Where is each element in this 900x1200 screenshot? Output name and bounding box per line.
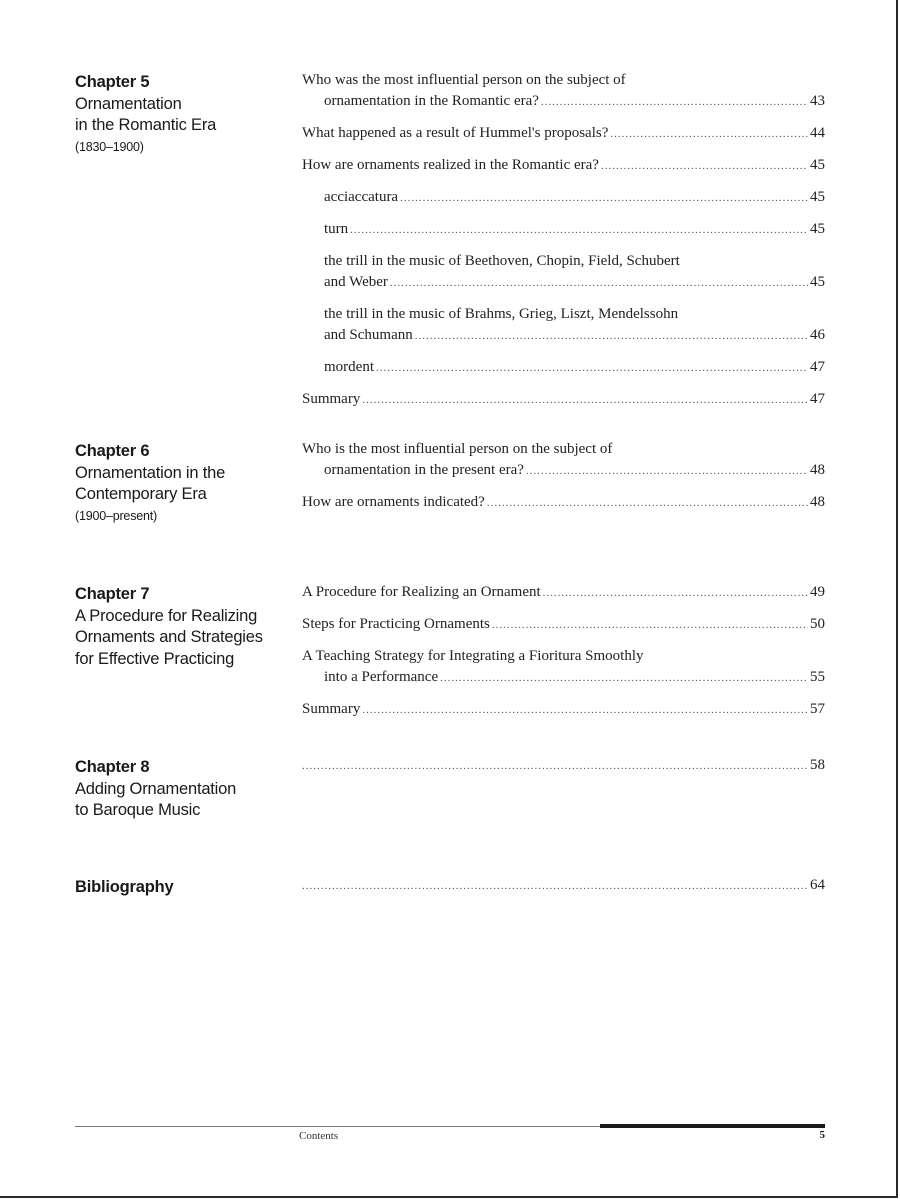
toc-entry[interactable] [302, 251, 825, 294]
dot-leader [541, 92, 808, 113]
toc-entry-text: the trill in the music of Brahms, Grieg, Liszt, Mendelssohn [324, 306, 679, 322]
toc-entry-list [302, 582, 825, 721]
dot-leader [400, 188, 808, 209]
toc-entry[interactable] [302, 123, 825, 145]
footer-rule-accent [600, 1124, 825, 1128]
page-number: 48 [810, 462, 825, 478]
toc-entry-text: How are ornaments indicated? [302, 494, 485, 510]
page-number: 50 [810, 616, 825, 632]
toc-entry-row [302, 155, 825, 177]
toc-entry-text: mordent [324, 359, 374, 375]
page-number: 55 [810, 669, 825, 685]
toc-entry-row [302, 389, 825, 411]
dot-leader [350, 220, 808, 241]
chapter-label: Chapter 6 [75, 442, 150, 460]
toc-entry-row [302, 460, 825, 482]
toc-entry-text: Steps for Practicing Ornaments [302, 616, 490, 632]
dot-leader [376, 358, 808, 379]
toc-entry-row [324, 187, 825, 209]
chapter-heading [75, 72, 290, 157]
toc-entry[interactable] [302, 357, 825, 379]
page-number: 47 [810, 391, 825, 407]
chapter-heading [75, 757, 290, 822]
toc-entry-list [302, 70, 825, 411]
chapter-label: Bibliography [75, 878, 174, 896]
toc-entry[interactable] [302, 219, 825, 241]
chapter-heading [75, 877, 290, 899]
dot-leader [362, 700, 808, 721]
chapter-title-line: Adding Ornamentation [75, 779, 237, 798]
dot-leader [492, 615, 808, 636]
dot-leader [487, 493, 808, 514]
page-number: 49 [810, 584, 825, 600]
toc-entry[interactable] [302, 304, 825, 347]
toc-entry-text: the trill in the music of Beethoven, Chopin, Field, Schubert [324, 253, 680, 269]
chapter-title-line: Contemporary Era [75, 485, 207, 503]
page-number: 47 [810, 359, 825, 375]
toc-entry-row [302, 492, 825, 514]
toc-entry-row [324, 357, 825, 379]
dot-leader [302, 876, 808, 897]
dot-leader [526, 461, 808, 482]
toc-entry-row [302, 667, 825, 689]
page-number: 44 [810, 125, 825, 141]
page-number: 45 [810, 221, 825, 237]
toc-entry[interactable] [302, 755, 825, 777]
chapter-label: Chapter 5 [75, 73, 150, 91]
chapter-label: Chapter 8 [75, 758, 150, 776]
toc-entry-row [302, 699, 825, 721]
toc-entry-row [302, 582, 825, 604]
chapter-title-line: in the Romantic Era [75, 116, 217, 134]
toc-entry-text: acciaccatura [324, 189, 399, 205]
toc-entry-text: Who is the most influential person on the subject of [302, 441, 613, 457]
toc-entry[interactable] [302, 155, 825, 177]
toc-entry[interactable] [302, 614, 825, 636]
page-number: 46 [810, 327, 825, 343]
toc-entry-row [324, 219, 825, 241]
toc-entry-row [302, 875, 825, 897]
chapter-dates: (1900–present) [75, 508, 157, 523]
chapter-dates: (1830–1900) [75, 139, 144, 154]
toc-entry-text: A Procedure for Realizing an Ornament [302, 584, 541, 600]
toc-entry[interactable] [302, 389, 825, 411]
toc-entry-list [302, 755, 825, 777]
dot-leader [390, 273, 808, 294]
toc-entry-row [302, 755, 825, 777]
toc-entry-text: and Weber [324, 274, 388, 290]
toc-entry[interactable] [302, 646, 825, 689]
toc-entry-text: What happened as a result of Hummel's proposals? [302, 125, 609, 141]
dot-leader [302, 756, 808, 777]
toc-entry-row [302, 123, 825, 145]
toc-entry-row [324, 272, 825, 294]
toc-entry[interactable] [302, 699, 825, 721]
toc-entry-list [302, 439, 825, 514]
chapter-title-line: for Effective Practicing [75, 649, 235, 668]
chapter-title-line: Ornamentation [75, 94, 182, 113]
dot-leader [610, 124, 808, 145]
toc-entry[interactable] [302, 70, 825, 113]
toc-entry-text: A Teaching Strategy for Integrating a Fioritura Smoothly [302, 648, 644, 664]
page-number: 43 [810, 93, 825, 109]
chapter-title-line: Ornamentation in the [75, 463, 226, 482]
toc-entry-list [302, 875, 825, 897]
toc-entry-text: Summary [302, 391, 361, 407]
page-number: 58 [810, 757, 825, 773]
footer-page-number: 5 [819, 1129, 825, 1141]
toc-entry-text: ornamentation in the present era? [324, 462, 524, 478]
chapter-title-line: Ornaments and Strategies [75, 628, 263, 646]
chapter-title-line: A Procedure for Realizing [75, 606, 258, 625]
toc-entry-text: How are ornaments realized in the Romantic era? [302, 157, 599, 173]
dot-leader [440, 668, 808, 689]
chapter-heading [75, 441, 290, 526]
dot-leader [601, 156, 808, 177]
chapter-title-line: to Baroque Music [75, 801, 201, 819]
dot-leader [415, 326, 808, 347]
toc-entry-row [302, 614, 825, 636]
toc-entry[interactable] [302, 875, 825, 897]
page-number: 57 [810, 701, 825, 717]
dot-leader [362, 390, 808, 411]
toc-entry-row [302, 91, 825, 113]
chapter-heading [75, 584, 290, 670]
toc-entry-text: turn [324, 221, 349, 237]
toc-entry-text: Summary [302, 701, 361, 717]
toc-entry-text: and Schumann [324, 327, 413, 343]
toc-entry[interactable] [302, 492, 825, 514]
toc-entry[interactable] [302, 582, 825, 604]
toc-entry-text: Who was the most influential person on the subject of [302, 72, 626, 88]
page-number: 45 [810, 157, 825, 173]
dot-leader [543, 583, 808, 604]
toc-entry[interactable] [302, 439, 825, 482]
chapter-label: Chapter 7 [75, 585, 150, 603]
footer-section-label: Contents [299, 1130, 339, 1142]
toc-entry-row [324, 325, 825, 347]
page-number: 64 [810, 877, 825, 893]
page-number: 45 [810, 189, 825, 205]
toc-entry[interactable] [302, 187, 825, 209]
toc-entry-text: ornamentation in the Romantic era? [324, 93, 539, 109]
page-number: 48 [810, 494, 825, 510]
page-number: 45 [810, 274, 825, 290]
toc-entry-text: into a Performance [324, 669, 439, 685]
